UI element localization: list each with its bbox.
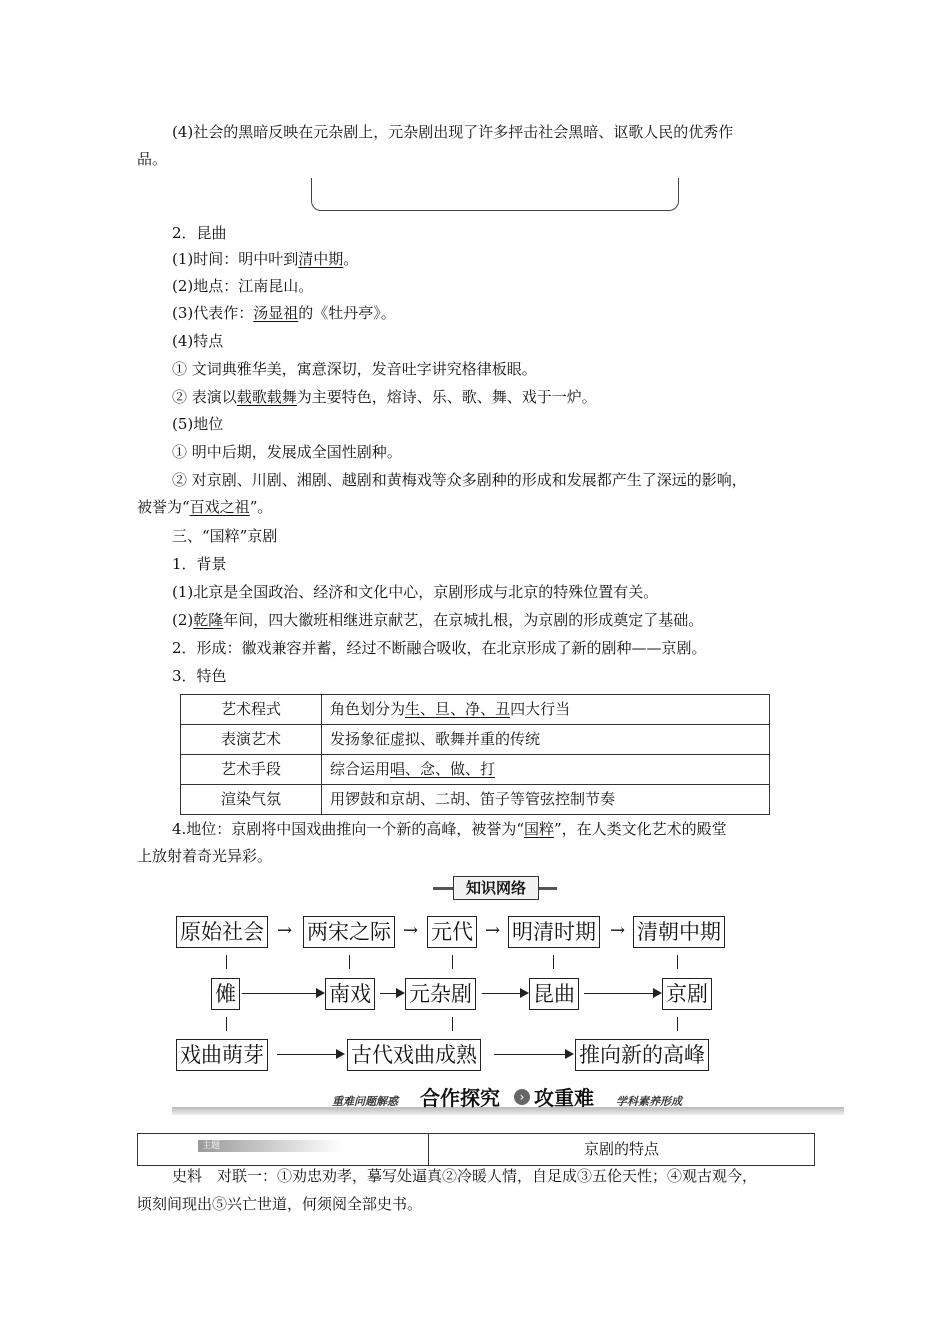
banner-title: 知识网络 — [453, 876, 539, 900]
jingju-feature-table — [180, 694, 770, 815]
kunqu-time-answer: 清中期 — [298, 250, 344, 268]
arrow-icon: → — [403, 920, 419, 941]
topic-tag: 主题 — [198, 1140, 342, 1152]
material-line-1: 史料 对联一：①劝忠劝孝，摹写处逼真②冷暖人情，自足成③五伦天性；④观古观今， — [172, 1167, 758, 1185]
kunqu-feature2-suffix: 为主要特色，熔诗、乐、歌、舞、戏于一炉。 — [296, 388, 597, 406]
topic-table — [137, 1133, 815, 1166]
kunqu-feature2-prefix: ② 表演以 — [172, 388, 237, 406]
kunqu-status-3 — [137, 494, 272, 520]
jingju-status-suffix: ”，在人类文化艺术的殿堂 — [554, 820, 727, 838]
table-row — [181, 785, 770, 815]
jingju-status-prefix: 4.地位：京剧将中国戏曲推向一个新的高峰，被誉为“ — [172, 820, 524, 838]
cell-answer: 丑 — [495, 700, 511, 718]
node-opera-sprout: 戏曲萌芽 — [176, 1039, 268, 1071]
table-cell — [322, 755, 770, 785]
kunqu-feature-1: ① 文词典雅华美，寓意深切，发音吐字讲究格律板眼。 — [172, 360, 537, 378]
node-ming-qing: 明清时期 — [508, 916, 600, 948]
cooperative-inquiry-banner — [172, 1085, 844, 1115]
cell-answer: 旦 — [435, 700, 451, 718]
jingju-formation: 2．形成：徽戏兼容并蓄，经过不断融合吸收，在北京形成了新的剧种——京剧。 — [172, 639, 707, 657]
jingju-bg2-prefix: (2) — [172, 611, 194, 629]
material-line-2: 顷刻间现出⑤兴亡世道，何须阅全部史书。 — [137, 1195, 423, 1213]
connector — [677, 955, 678, 969]
arrow-head-icon — [520, 988, 529, 998]
node-primitive-society: 原始社会 — [176, 916, 268, 948]
cell-text: 四大行当 — [510, 700, 571, 718]
cell-separator: 、 — [450, 700, 466, 718]
table-row — [181, 725, 770, 755]
banner-left-caption: 重难问题解惑 — [332, 1095, 398, 1108]
banner-title-a: 合作探究 — [420, 1086, 500, 1110]
cell-separator: 、 — [420, 700, 436, 718]
arrow-icon: → — [610, 920, 626, 941]
jingju-heading: 三、“国粹”京剧 — [172, 527, 278, 545]
kunqu-status-2: ② 对京剧、川剧、湘剧、越剧和黄梅戏等众多剧种的形成和发展都产生了深远的影响， — [172, 471, 747, 489]
jingju-bg-1: (1)北京是全国政治、经济和文化中心，京剧形成与北京的特殊位置有关。 — [172, 583, 659, 601]
arrow-line — [482, 993, 521, 994]
table-cell: 发扬象征虚拟、歌舞并重的传统 — [322, 725, 770, 755]
kunqu-place: (2)地点：江南昆山。 — [172, 277, 314, 295]
table-row — [138, 1134, 815, 1166]
table-cell: 艺术程式 — [181, 695, 322, 725]
chevron-right-icon: › — [514, 1089, 530, 1105]
kunqu-time-suffix: 。 — [343, 250, 359, 268]
jingju-bg-2 — [172, 607, 703, 633]
banner-title-b: 攻重难 — [534, 1086, 594, 1110]
table-row — [181, 695, 770, 725]
node-yuan-dynasty: 元代 — [427, 916, 477, 948]
connector — [553, 955, 554, 969]
jingju-bg2-suffix: 年间，四大徽班相继进京献艺，在京城扎根，为京剧的形成奠定了基础。 — [223, 611, 704, 629]
cell-answer: 生 — [405, 700, 421, 718]
intro-line-2: 品。 — [137, 150, 168, 168]
kunqu-status3-suffix: ”。 — [249, 498, 273, 516]
topic-title: 京剧的特点 — [429, 1134, 815, 1166]
kunqu-status3-answer: 百戏之祖 — [189, 498, 250, 516]
kunqu-feature-2 — [172, 384, 597, 410]
kunqu-time — [172, 246, 358, 272]
kunqu-time-prefix: (1)时间：明中叶到 — [172, 250, 299, 268]
table-cell: 艺术手段 — [181, 755, 322, 785]
kunqu-status-1: ① 明中后期，发展成全国性剧种。 — [172, 443, 402, 461]
arrow-line — [277, 1054, 337, 1055]
arrow-head-icon — [565, 1049, 574, 1059]
kunqu-status-heading: (5)地位 — [172, 415, 224, 433]
kunqu-rep-suffix: 的《牡丹亭》。 — [298, 304, 396, 322]
cell-text: 角色划分为 — [330, 700, 406, 718]
node-new-peak: 推向新的高峰 — [575, 1039, 709, 1071]
connector — [452, 1017, 453, 1031]
arrow-line — [242, 993, 317, 994]
connector — [349, 955, 350, 969]
table-cell: 渲染气氛 — [181, 785, 322, 815]
arrow-head-icon — [653, 988, 662, 998]
arrow-icon: → — [485, 920, 501, 941]
node-kunqu: 昆曲 — [529, 978, 579, 1010]
arrow-line — [494, 1054, 566, 1055]
arrow-head-icon — [336, 1049, 345, 1059]
node-nuo: 傩 — [211, 978, 240, 1010]
banner-right-caption: 学科素养形成 — [616, 1095, 682, 1108]
topic-tag-cell — [138, 1134, 429, 1166]
kunqu-feature2-answer: 载歌载舞 — [236, 388, 297, 406]
node-mid-qing: 清朝中期 — [633, 916, 725, 948]
kunqu-status3-prefix: 被誉为“ — [137, 498, 190, 516]
table-cell — [322, 695, 770, 725]
kunqu-rep-answer: 汤显祖 — [253, 304, 299, 322]
arrow-head-icon — [396, 988, 405, 998]
cell-answer: 净 — [465, 700, 481, 718]
blank-bracket — [311, 178, 679, 211]
connector — [226, 955, 227, 969]
kunqu-feature-heading: (4)特点 — [172, 332, 224, 350]
table-row — [181, 755, 770, 785]
cell-answer: 唱、念、做、打 — [390, 760, 496, 778]
banner-gradient-bar — [172, 1107, 844, 1115]
jingju-bg2-answer: 乾隆 — [193, 611, 224, 629]
banner-rule — [539, 887, 557, 890]
cell-text: 综合运用 — [330, 760, 391, 778]
knowledge-network-banner — [433, 876, 557, 900]
jingju-status-line-2: 上放射着奇光异彩。 — [137, 847, 273, 865]
kunqu-representative — [172, 300, 396, 326]
node-jingju: 京剧 — [662, 978, 712, 1010]
jingju-feature-heading: 3．特色 — [172, 667, 227, 685]
table-cell: 用锣鼓和京胡、二胡、笛子等管弦控制节奏 — [322, 785, 770, 815]
jingju-status-answer: 国粹 — [523, 820, 554, 838]
intro-line-1: (4)社会的黑暗反映在元杂剧上，元杂剧出现了许多抨击社会黑暗、讴歌人民的优秀作 — [172, 123, 734, 141]
connector — [226, 1017, 227, 1031]
connector — [677, 1017, 678, 1031]
node-nanxi: 南戏 — [325, 978, 375, 1010]
arrow-icon: → — [277, 920, 293, 941]
arrow-head-icon — [316, 988, 325, 998]
table-cell: 表演艺术 — [181, 725, 322, 755]
arrow-line — [380, 993, 397, 994]
jingju-status — [172, 816, 727, 842]
connector — [452, 955, 453, 969]
node-opera-mature: 古代戏曲成熟 — [347, 1039, 481, 1071]
kunqu-heading: 2．昆曲 — [172, 224, 227, 242]
arrow-line — [584, 993, 654, 994]
jingju-bg-heading: 1．背景 — [172, 555, 227, 573]
node-yuan-zaju: 元杂剧 — [405, 978, 476, 1010]
banner-rule — [433, 887, 453, 890]
node-song-era: 两宋之际 — [303, 916, 395, 948]
kunqu-rep-prefix: (3)代表作： — [172, 304, 254, 322]
cell-separator: 、 — [480, 700, 496, 718]
